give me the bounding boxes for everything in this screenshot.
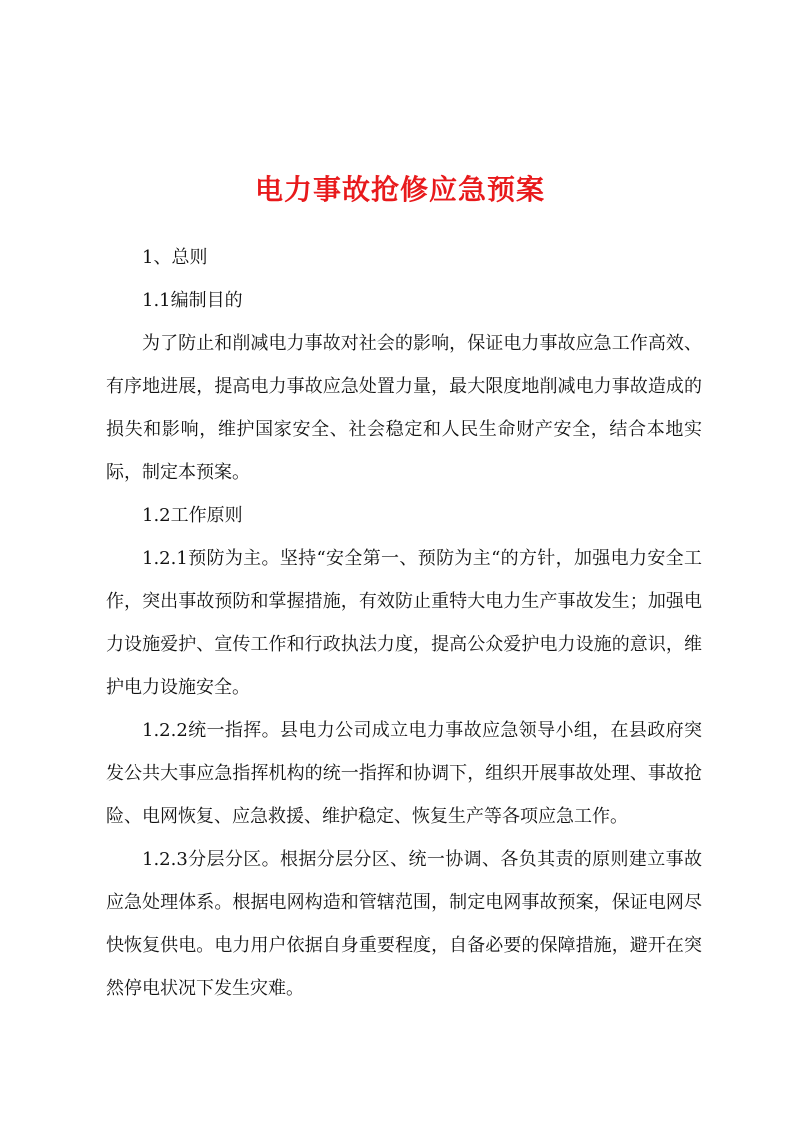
- paragraph-purpose: 为了防止和削减电力事故对社会的影响，保证电力事故应急工作高效、有序地进展，提高电力事故应急处置力量，最大限度地削减电力事故造成的损失和影响，维护国家安全、社会稳定和人民生命财产安全，结合本地实际，制定本预案。: [106, 333, 702, 483]
- paragraph-prevention: 1.2.1预防为主。坚持“安全第一、预防为主“的方针，加强电力安全工作，突出事故预防和掌握措施，有效防止重特大电力生产事故发生；加强电力设施爱护、宣传工作和行政执法力度，提高公众爱护电力设施的意识，维护电力设施安全。: [106, 548, 702, 698]
- paragraph-layered-zoning: 1.2.3分层分区。根据分层分区、统一协调、各负其责的原则建立事故应急处理体系。根据电网构造和管辖范围，制定电网事故预案，保证电网尽快恢复供电。电力用户依据自身重要程度，自备必要的保障措施，避开在突然停电状况下发生灾难。: [106, 849, 702, 999]
- paragraph-unified-command: 1.2.2统一指挥。县电力公司成立电力事故应急领导小组，在县政府突发公共大事应急指挥机构的统一指挥和协调下，组织开展事故处理、事故抢险、电网恢复、应急救援、维护稳定、恢复生产等各项应急工作。: [106, 720, 702, 827]
- document-title: 电力事故抢修应急预案: [254, 173, 545, 206]
- subsection-heading-principles: 1.2工作原则: [142, 505, 243, 526]
- subsection-heading-purpose: 1.1编制目的: [142, 290, 243, 311]
- document-body: [106, 236, 702, 1010]
- section-heading-general: 1、总则: [142, 247, 208, 268]
